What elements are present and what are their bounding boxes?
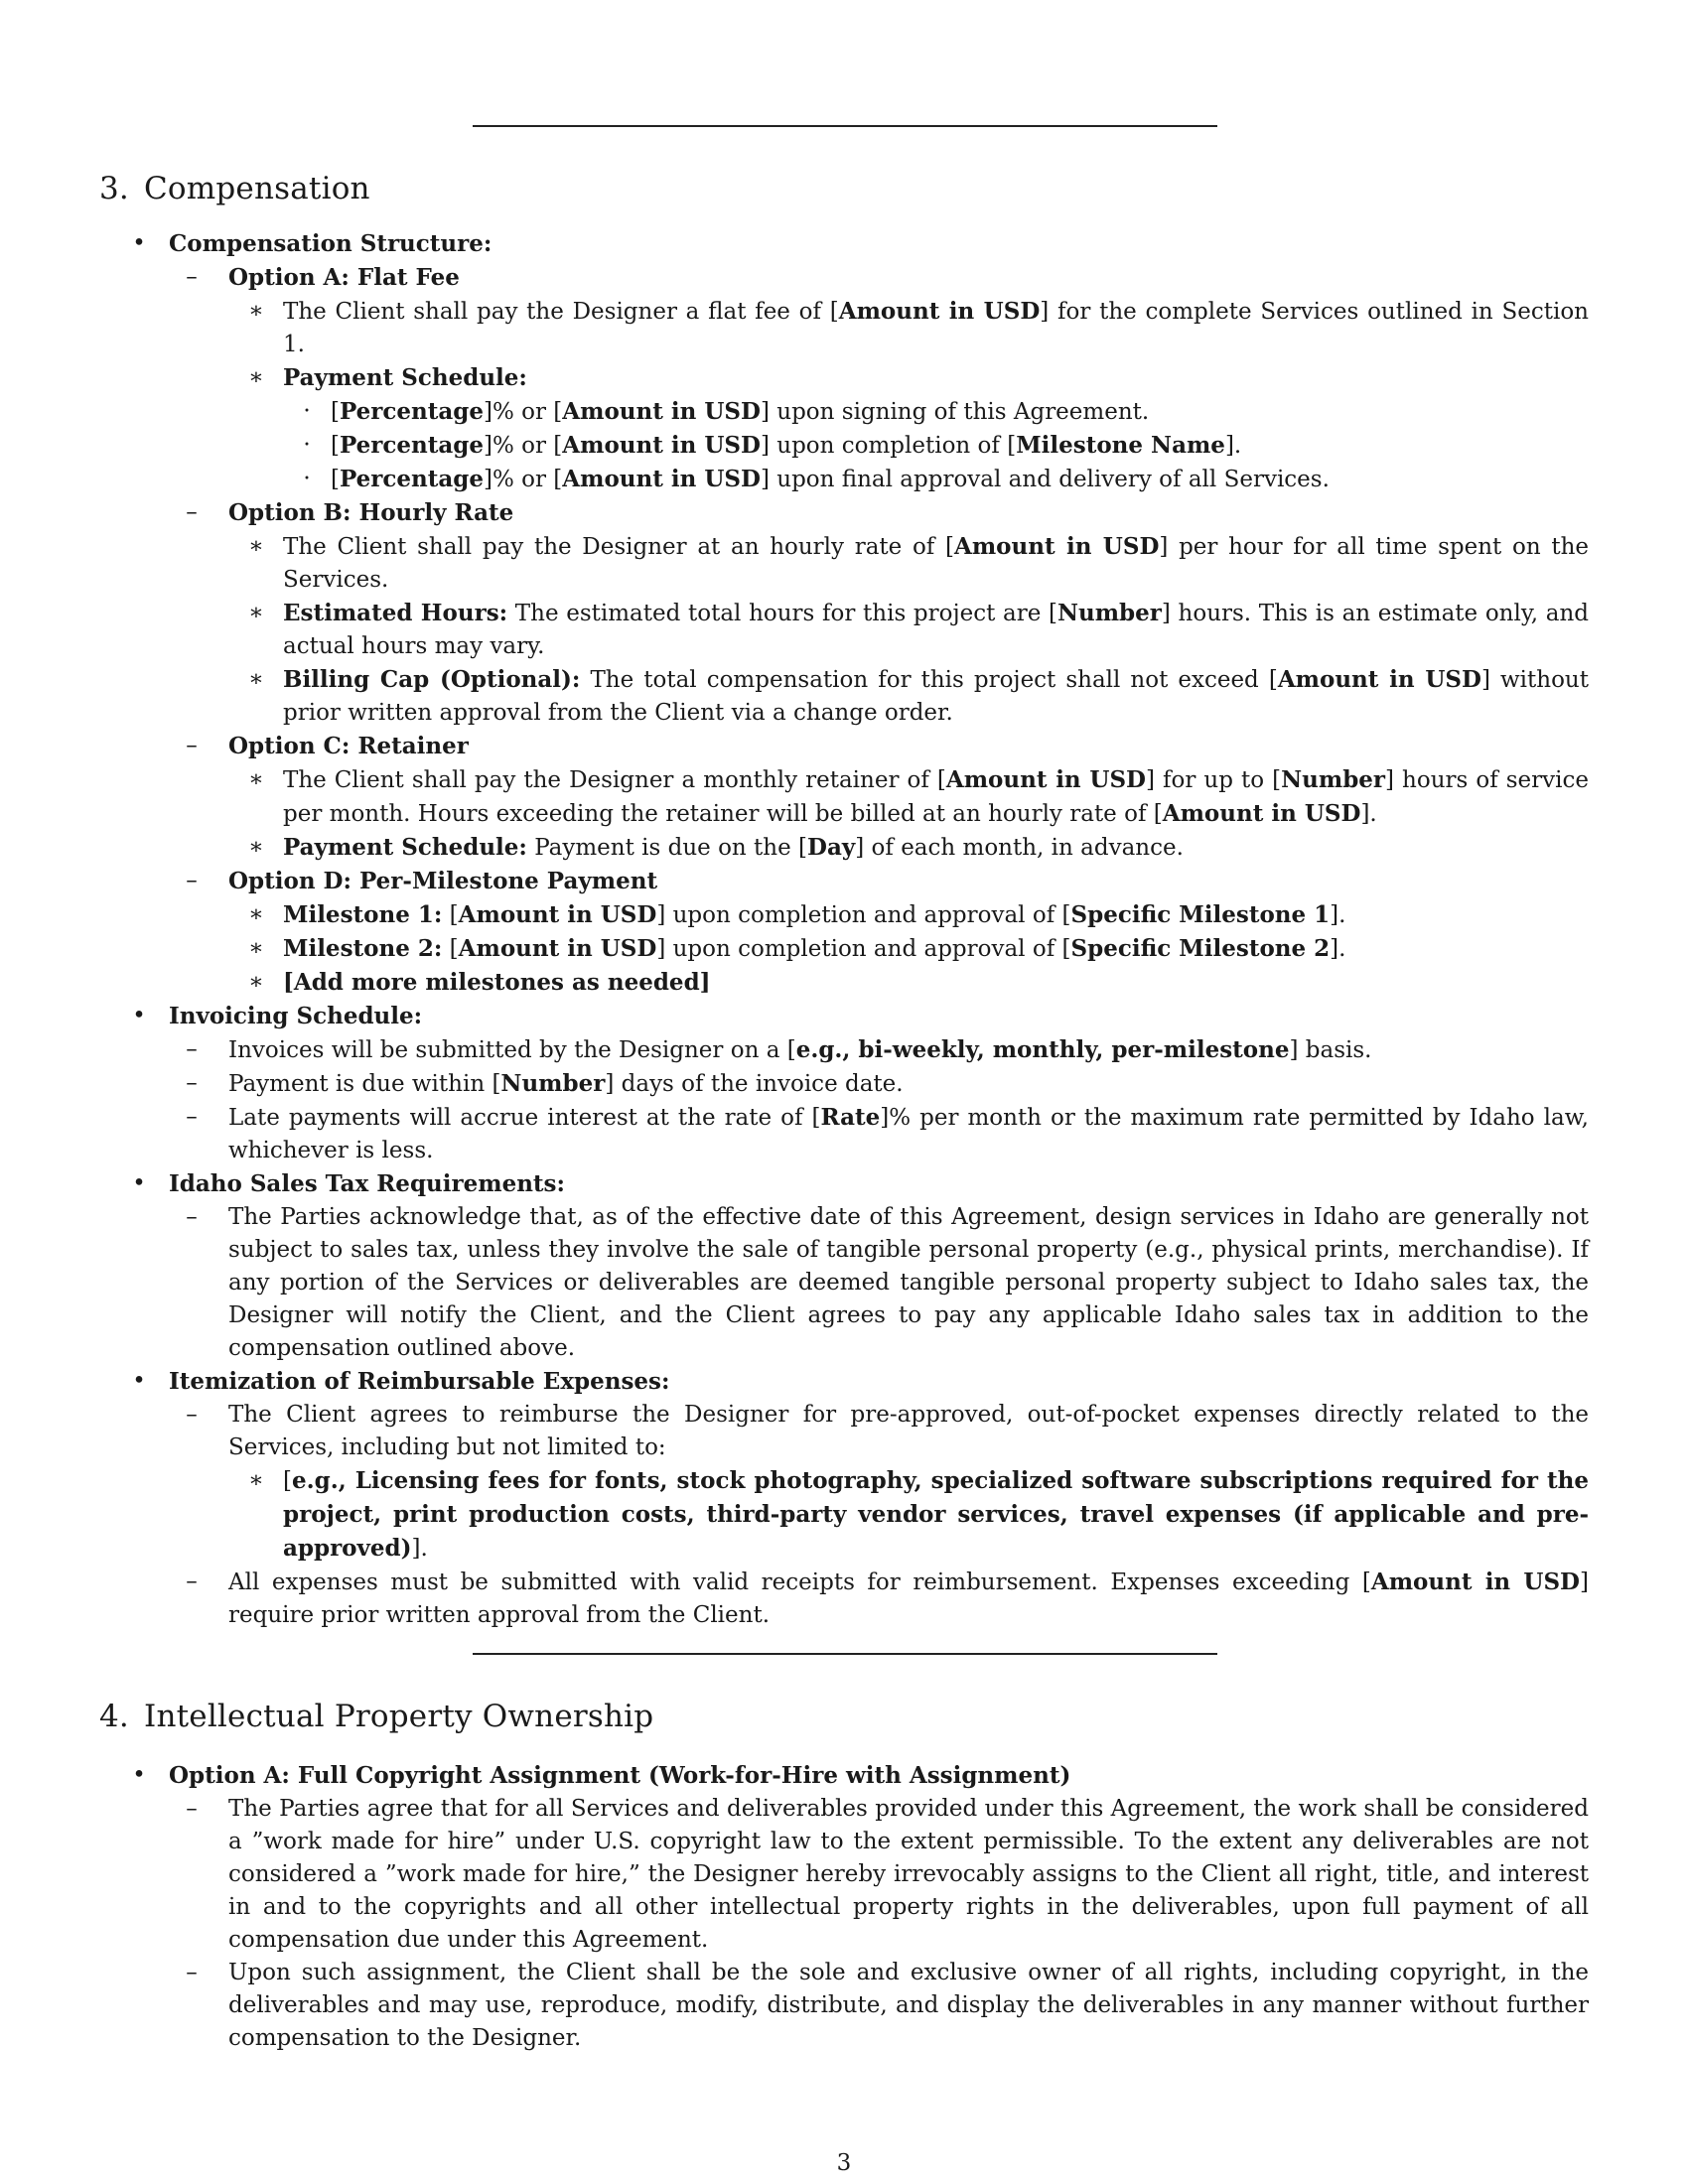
list-item: • Compensation Structure: – Option A: Flat Fee ∗ The Client shall pay the Designer a flat fee of [Amount in USD] for the complete Services outlined in Section 1. ∗ Payment Schedule: · [Percentage]% or [Amount in USD] upon signing of this Agreement. · [Percentage]% or [Amount in USD] upon completion of [Milestone Name]. · [Percentage]% or [Amount in USD] upon final approval and delivery of all Services. – Option B: Hourly Rate ∗ The Client shall pay the Designer at an hourly rate of [Amount in USD] per hour for all time spent on the Services. ∗ Estimated Hours: The estimated total hours for this project are [Number] hours. This is an estimate only, and actual hours may vary. ∗ Billing Cap (Optional): The total compensation for this project shall not exceed [Amount in USD] without prior written approval from the Client via a change order. – Option C: Retainer ∗ The Client shall pay the Designer a monthly retainer of [Amount in USD] for up to [Number] hours of service per month. Hours exceeding the retainer will be billed at an hourly rate of [Amount in USD]. ∗ Payment Schedule: Payment is due on the [Day] of each month, in advance. – Option D: Per-Milestone Payment ∗ Milestone 1: [Amount in USD] upon completion and approval of [Specific Milestone 1]. ∗ Milestone 2: [Amount in USD] upon completion and approval of [Specific Milestone 2]. ∗ [Add more milestones as needed] (99, 227, 1589, 1000)
list-item: – Option B: Hourly Rate ∗ The Client shall pay the Designer at an hourly rate of [Amount in USD] per hour for all time spent on the Services. ∗ Estimated Hours: The estimated total hours for this project are [Number] hours. This is an estimate only, and actual hours may vary. ∗ Billing Cap (Optional): The total compensation for this project shall not exceed [Amount in USD] without prior written approval from the Client via a change order. (169, 496, 1589, 730)
section-divider (473, 1653, 1217, 1655)
list-item: ∗ Milestone 2: [Amount in USD] upon completion and approval of [Specific Milestone 2]. (248, 935, 1346, 962)
list-item: – All expenses must be submitted with valid receipts for reimbursement. Expenses exceeding [Amount in USD] require prior written approval from the Client. (186, 1569, 1589, 1628)
list-item: – Late payments will accrue interest at the rate of [Rate]% per month or the maximum rate permitted by Idaho law, whichever is less. (186, 1104, 1589, 1163)
section-heading-ip-ownership: 4. Intellectual Property Ownership (99, 1699, 654, 1734)
list-item: ∗ Estimated Hours: The estimated total hours for this project are [Number] hours. This is an estimate only, and actual hours may vary. (248, 600, 1589, 659)
list-item: – Option D: Per-Milestone Payment ∗ Milestone 1: [Amount in USD] upon completion and approval of [Specific Milestone 1]. ∗ Milestone 2: [Amount in USD] upon completion and approval of [Specific Milestone 2]. ∗ [Add more milestones as needed] (169, 865, 1589, 1000)
page-number: 3 (836, 2150, 852, 2176)
list-item: – Option C: Retainer ∗ The Client shall pay the Designer a monthly retainer of [Amount in USD] for up to [Number] hours of service per month. Hours exceeding the retainer will be billed at an hourly rate of [Amount in USD]. ∗ Payment Schedule: Payment is due on the [Day] of each month, in advance. (169, 730, 1589, 865)
list-item: ∗ The Client shall pay the Designer a flat fee of [Amount in USD] for the complete Services outlined in Section 1. (248, 298, 1589, 357)
section-divider (473, 125, 1217, 127)
list-item: · [Percentage]% or [Amount in USD] upon signing of this Agreement. (303, 398, 1150, 425)
list-item: • Idaho Sales Tax Requirements: – The Parties acknowledge that, as of the effective date of this Agreement, design services in Idaho are generally not subject to sales tax, unless they involve the sale of tangible personal property (e.g., physical prints, merchandise). If any portion of the Services or deliverables are deemed tangible personal property subject to Idaho sales tax, the Designer will notify the Client, and the Client agrees to pay any applicable Idaho sales tax in addition to the compensation outlined above. (99, 1167, 1589, 1365)
list-item: · [Percentage]% or [Amount in USD] upon completion of [Milestone Name]. (303, 432, 1242, 459)
list-item: – The Parties agree that for all Services and deliverables provided under this Agreement, the work shall be considered a ”work made for hire” under U.S. copyright law to the extent permissible. To the extent any deliverables are not considered a ”work made for hire,” the Designer hereby irrevocably assigns to the Client all right, title, and interest in and to the copyrights and all other intellectual property rights in the deliverables, upon full payment of all compensation due under this Agreement. (186, 1796, 1589, 1953)
list-item: – Upon such assignment, the Client shall be the sole and exclusive owner of all rights, including copyright, in the deliverables and may use, reproduce, modify, distribute, and display the deliverables in any manner without further compensation to the Designer. (186, 1960, 1589, 2051)
list-item: ∗ Payment Schedule: Payment is due on the [Day] of each month, in advance. (248, 834, 1184, 861)
compensation-content (99, 227, 1589, 1632)
list-item: ∗ [Add more milestones as needed] (248, 969, 711, 996)
list-item: • Invoicing Schedule: – Invoices will be submitted by the Designer on a [e.g., bi-weekly, monthly, per-milestone] basis. – Payment is due within [Number] days of the invoice date. – Late payments will accrue interest at the rate of [Rate]% per month or the maximum rate permitted by Idaho law, whichever is less. (99, 1000, 1589, 1167)
list-item: ∗ Payment Schedule: · [Percentage]% or [Amount in USD] upon signing of this Agreement. · [Percentage]% or [Amount in USD] upon completion of [Milestone Name]. · [Percentage]% or [Amount in USD] upon final approval and delivery of all Services. (228, 361, 1589, 496)
list-item: ∗ [e.g., Licensing fees for fonts, stock photography, specialized software subscriptions required for the project, print production costs, third-party vendor services, travel expenses (if applicable and pre-approved)]. (248, 1467, 1589, 1562)
list-item: ∗ Milestone 1: [Amount in USD] upon completion and approval of [Specific Milestone 1]. (248, 901, 1346, 928)
section-heading-compensation: 3. Compensation (99, 171, 370, 206)
list-item: – Option A: Flat Fee ∗ The Client shall pay the Designer a flat fee of [Amount in USD] for the complete Services outlined in Section 1. ∗ Payment Schedule: · [Percentage]% or [Amount in USD] upon signing of this Agreement. · [Percentage]% or [Amount in USD] upon completion of [Milestone Name]. · [Percentage]% or [Amount in USD] upon final approval and delivery of all Services. (169, 261, 1589, 496)
list-item: – The Parties acknowledge that, as of the effective date of this Agreement, design services in Idaho are generally not subject to sales tax, unless they involve the sale of tangible personal property (e.g., physical prints, merchandise). If any portion of the Services or deliverables are deemed tangible personal property subject to Idaho sales tax, the Designer will notify the Client, and the Client agrees to pay any applicable Idaho sales tax in addition to the compensation outlined above. (186, 1204, 1589, 1361)
list-item: ∗ The Client shall pay the Designer a monthly retainer of [Amount in USD] for up to [Number] hours of service per month. Hours exceeding the retainer will be billed at an hourly rate of [Amount in USD]. (248, 766, 1590, 827)
list-item: ∗ The Client shall pay the Designer at an hourly rate of [Amount in USD] per hour for all time spent on the Services. (248, 533, 1589, 593)
list-item: – The Client agrees to reimburse the Designer for pre-approved, out-of-pocket expenses directly related to the Services, including but not limited to: ∗ [e.g., Licensing fees for fonts, stock photography, specialized software subscriptions required for the project, print production costs, third-party vendor services, travel expenses (if applicable and pre-approved)]. (169, 1399, 1589, 1566)
list-item: ∗ Billing Cap (Optional): The total compensation for this project shall not exceed [Amount in USD] without prior written approval from the Client via a change order. (248, 666, 1589, 726)
list-item: • Option A: Full Copyright Assignment (Work-for-Hire with Assignment) – The Parties agree that for all Services and deliverables provided under this Agreement, the work shall be considered a ”work made for hire” under U.S. copyright law to the extent permissible. To the extent any deliverables are not considered a ”work made for hire,” the Designer hereby irrevocably assigns to the Client all right, title, and interest in and to the copyrights and all other intellectual property rights in the deliverables, upon full payment of all compensation due under this Agreement. – Upon such assignment, the Client shall be the sole and exclusive owner of all rights, including copyright, in the deliverables and may use, reproduce, modify, distribute, and display the deliverables in any manner without further compensation to the Designer. (99, 1759, 1589, 2055)
list-item: • Itemization of Reimbursable Expenses: – The Client agrees to reimburse the Designer for pre-approved, out-of-pocket expenses directly related to the Services, including but not limited to: ∗ [e.g., Licensing fees for fonts, stock photography, specialized software subscriptions required for the project, print production costs, third-party vendor services, travel expenses (if applicable and pre-approved)]. – All expenses must be submitted with valid receipts for reimbursement. Expenses exceeding [Amount in USD] require prior written approval from the Client. (99, 1365, 1589, 1632)
ip-content (99, 1759, 1589, 2055)
document-page (99, 0, 1589, 2184)
list-item: – Invoices will be submitted by the Designer on a [e.g., bi-weekly, monthly, per-milestone] basis. (186, 1036, 1372, 1063)
list-item: – Payment is due within [Number] days of the invoice date. (186, 1070, 904, 1097)
list-item: · [Percentage]% or [Amount in USD] upon final approval and delivery of all Services. (303, 466, 1330, 492)
